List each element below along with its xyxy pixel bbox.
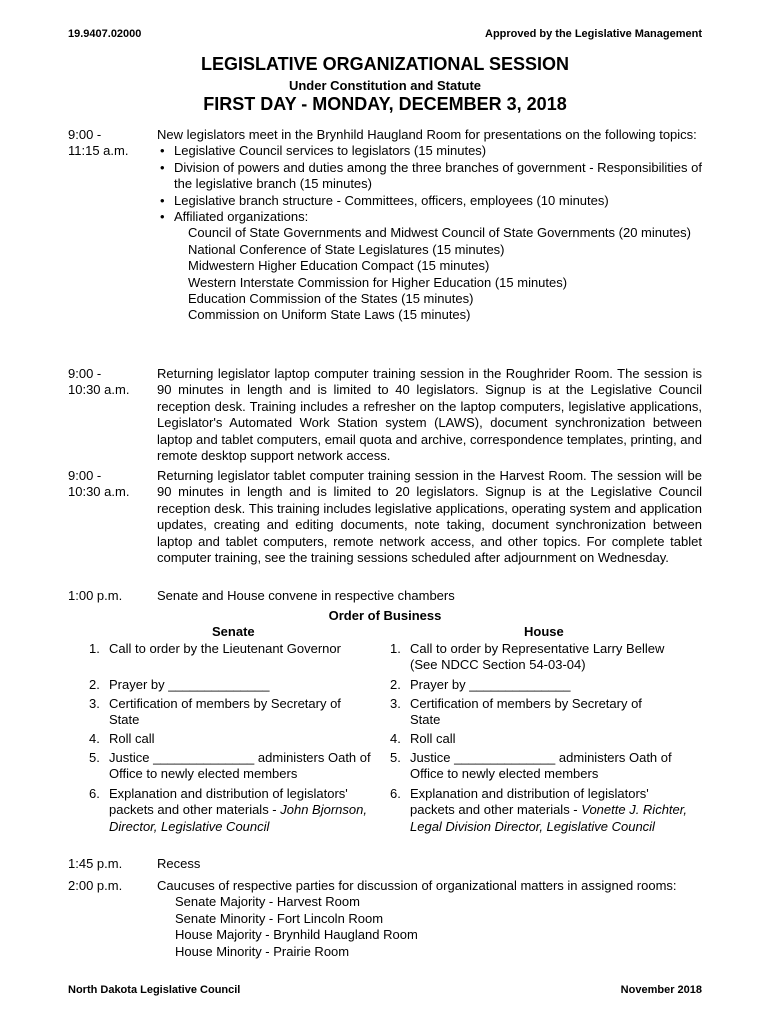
caucus-room-list <box>157 894 702 960</box>
org-item: Midwestern Higher Education Compact (15 minutes) <box>188 258 490 274</box>
entry-intro: New legislators meet in the Brynhild Haugland Room for presentations on the following topics: <box>157 127 697 142</box>
entry-time: 9:00 - 10:30 a.m. <box>68 468 130 500</box>
topic-item: • Division of powers and duties among the three branches of government - Responsibilities of the legislative branch (15 minutes) <box>157 160 702 193</box>
senate-item: 4. Roll call <box>89 731 155 746</box>
footer-organization: North Dakota Legislative Council <box>68 984 241 996</box>
document-number: 19.9407.02000 <box>68 28 142 40</box>
day-heading: FIRST DAY - MONDAY, DECEMBER 3, 2018 <box>203 94 567 114</box>
entry-description: Senate and House convene in respective chambers <box>157 588 455 603</box>
entry-description <box>157 127 702 324</box>
document-title: LEGISLATIVE ORGANIZATIONAL SESSION <box>200 54 570 74</box>
senate-item: 6. Explanation and distribution of legislators' packets and other materials - John Bjornson, Director, Legislative Council <box>89 786 367 834</box>
house-item: 1. Call to order by Representative Larry Bellew (See NDCC Section 54-03-04) <box>390 641 665 673</box>
caucus-room: House Majority - Brynhild Haugland Room <box>175 927 418 943</box>
entry-time: 2:00 p.m. <box>68 878 123 893</box>
topic-item: • Legislative branch structure - Committees, officers, employees (10 minutes) <box>157 193 702 209</box>
document-subtitle: Under Constitution and Statute <box>288 78 482 93</box>
house-item: 4. Roll call <box>390 731 456 746</box>
entry-description: Returning legislator laptop computer training session in the Roughrider Room. The session is 90 minutes in length and is limited to 40 legislators. Signup is at the Legislative Council reception desk. Training includes a refresher on the laptop computers, legislative applications, Legislator's Automated Work Station system (LAWS), document synchronization between laptop and tablet computers, email quota and archive, correspondence templates, printing, and remote desktop support network access. <box>157 366 702 464</box>
senate-heading: Senate <box>212 624 255 639</box>
entry-time: 1:00 p.m. <box>68 588 123 603</box>
house-item: 6. Explanation and distribution of legislators' packets and other materials - Vonette J. Richter, Legal Division Director, Legislative Council <box>390 786 687 834</box>
approval-note: Approved by the Legislative Management <box>485 28 702 40</box>
senate-item: 3. Certification of members by Secretary of State <box>89 696 341 728</box>
schedule-entry-laptop-training <box>68 366 702 464</box>
org-item: Commission on Uniform State Laws (15 minutes) <box>188 307 471 323</box>
caucus-room: Senate Minority - Fort Lincoln Room <box>175 910 384 926</box>
org-item: National Conference of State Legislatures (15 minutes) <box>188 241 505 257</box>
org-item: Council of State Governments and Midwest Council of State Governments (20 minutes) <box>188 225 691 241</box>
senate-item: 5. Justice ______________ administers Oath of Office to newly elected members <box>89 750 371 782</box>
caucus-room: Senate Majority - Harvest Room <box>175 894 360 910</box>
house-item: 2. Prayer by ______________ <box>390 677 571 692</box>
schedule-entry-new-legislators <box>68 127 702 324</box>
affiliated-org-list <box>157 225 702 323</box>
org-item: Education Commission of the States (15 minutes) <box>188 291 474 307</box>
topic-item: • Affiliated organizations: <box>157 209 702 225</box>
schedule-entry-caucuses <box>68 878 702 960</box>
org-item: Western Interstate Commission for Higher Education (15 minutes) <box>188 274 568 290</box>
house-item: 5. Justice ______________ administers Oath of Office to newly elected members <box>390 750 672 782</box>
caucus-room: House Minority - Prairie Room <box>175 943 350 959</box>
senate-presenter: John Bjornson, Director, Legislative Council <box>109 802 367 834</box>
order-of-business-title: Order of Business <box>328 608 442 623</box>
entry-description: Caucuses of respective parties for discussion of organizational matters in assigned rooms: Senate Majority - Harvest Room Senate Minority - Fort Lincoln Room House Majority - Brynhild Haugland Room House Minority - Prairie Room <box>157 878 702 960</box>
schedule-entry-convene <box>68 588 702 604</box>
schedule-entry-recess <box>68 856 702 872</box>
entry-description: Recess <box>157 856 201 871</box>
house-heading: House <box>524 624 564 639</box>
house-presenter: Vonette J. Richter, Legal Division Director, Legislative Council <box>410 802 687 834</box>
footer-date: November 2018 <box>620 984 702 996</box>
senate-item: 2. Prayer by ______________ <box>89 677 270 692</box>
entry-description: Returning legislator tablet computer training session in the Harvest Room. The session will be 90 minutes in length and is limited to 20 legislators. Signup is at the Legislative Council reception desk. This training includes legislative applications, operating system and application updates, creating and editing documents, note taking, document synchronization between laptop and tablet computers, remote network access, and other topics. For complete tablet computer training, see the training sessions scheduled after adjournment on Wednesday. <box>157 468 702 566</box>
entry-time: 9:00 - 10:30 a.m. <box>68 366 130 398</box>
topic-item: • Legislative Council services to legislators (15 minutes) <box>157 143 702 159</box>
entry-time: 9:00 - 11:15 a.m. <box>68 127 129 159</box>
topic-list <box>157 143 702 225</box>
entry-time: 1:45 p.m. <box>68 856 123 871</box>
senate-item: 1. Call to order by the Lieutenant Governor <box>89 641 341 656</box>
house-item: 3. Certification of members by Secretary of State <box>390 696 642 728</box>
schedule-entry-tablet-training <box>68 468 702 566</box>
